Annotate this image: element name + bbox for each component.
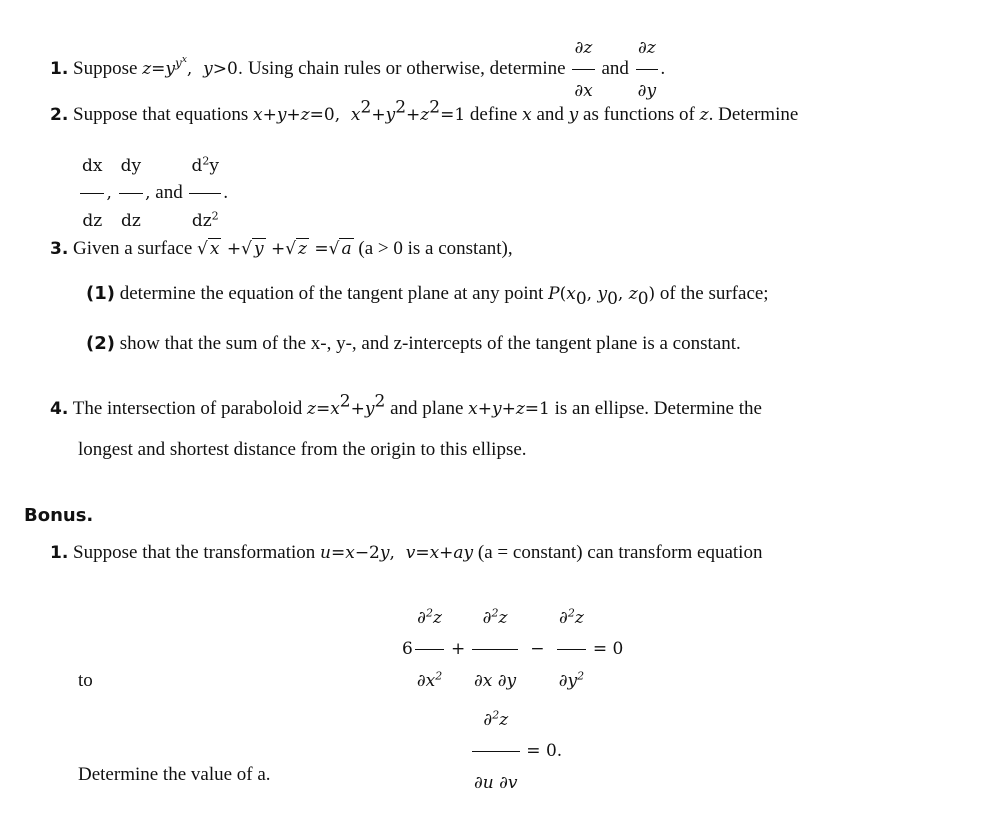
math-expression: x+y+z [253, 105, 310, 125]
partial-z-y-fraction: $\frac{\partial z}{\partial y}$ [636, 28, 658, 111]
problem-text: and [536, 104, 564, 125]
problem-text: The intersection of paraboloid [72, 398, 303, 419]
math-expression: z [142, 58, 152, 79]
problem-text: (a = constant) [477, 542, 583, 563]
pde-equation: 6 $\frac{\partial^2z}{\partial x^2}$ + $\frac{\partial^2z}{\partial x \partial y}$ − $\frac{\partial^2z}{\partial y^2}$ = 0 [402, 588, 623, 648]
problem-3-part-2 [86, 329, 741, 359]
problem-text: Suppose that the transformation [73, 542, 316, 563]
part-text: show that the sum of the x-, y-, and z-intercepts of the tangent plane is a constant. [119, 333, 741, 354]
problem-number: 1. [50, 543, 69, 563]
problem-3-part-1: (1) determine the equation of the tangent plane at any point $P(x_0$, $y_0$, $z_0$) of the surface; [86, 283, 769, 309]
problem-1: 1. Suppose $z=y^{y^x}$, y>0. Using chain rules or otherwise, determine $\frac{\partial z}{\partial x}$ and $\frac{\partial z}{\partial y}$ . [50, 28, 665, 68]
transformed-equation: $\frac{\partial^2z}{\partial u \partial v}$ = 0. [470, 690, 562, 750]
dy-dz-fraction: $\frac{dy}{dz}$ [119, 140, 144, 247]
dx-dz-fraction: $\frac{dx}{dz}$ [80, 140, 104, 247]
surface-equation: √ x +√ y +√ z =√ a [197, 239, 352, 259]
to-label: to [78, 670, 93, 691]
problem-number: 4. [50, 399, 69, 419]
problem-text: Given a surface [73, 238, 193, 259]
problem-text: define [469, 104, 518, 125]
problem-4-line2 [78, 435, 527, 465]
problem-3 [50, 234, 513, 264]
problem-text: can transform equation [587, 542, 763, 563]
problem-text: Suppose that equations [73, 104, 249, 125]
problem-number: 2. [50, 105, 69, 125]
problem-text: and [155, 181, 183, 203]
part-label: (2) [86, 333, 115, 354]
problem-text: longest and shortest distance from the origin to this ellipse. [78, 439, 527, 460]
problem-text: and plane [390, 398, 464, 419]
problem-text: Determine [718, 104, 799, 125]
problem-number: 3. [50, 239, 69, 259]
problem-text: Suppose [73, 57, 138, 79]
problem-text: and [601, 57, 629, 79]
problem-4: 4. The intersection of paraboloid $z=x^2+y^2$ and plane x+y+z=1 is an ellipse. Determine the [50, 391, 762, 419]
problem-text: Using chain rules or otherwise, determine [247, 57, 566, 79]
problem-text: as functions of [583, 104, 695, 125]
problem-2: 2. Suppose that equations x+y+z=0, $x^2+y^2+z^2=1$ define x and y as functions of z. Determine [50, 97, 799, 125]
problem-number: 1. [50, 58, 69, 79]
d2y-dz2-fraction: $\frac{d^2y}{dz^2}$ [189, 140, 221, 247]
part-text: of the surface; [659, 283, 769, 304]
problem-2-line2: $\frac{dx}{dz}$ , $\frac{dy}{dz}$ , and $\frac{d^2y}{dz^2}$ . [78, 140, 228, 192]
problem-text: is an ellipse. Determine the [554, 398, 762, 419]
bonus-problem-1: 1. Suppose that the transformation u=x−2y, v=x+ay (a = constant) can transform equation [50, 542, 763, 563]
part-text: determine the equation of the tangent plane at any point [119, 283, 544, 304]
bonus-heading: Bonus. [24, 505, 94, 526]
problem-text: (a > 0 is a constant), [358, 238, 513, 259]
partial-z-x-fraction: $\frac{\partial z}{\partial x}$ [572, 28, 594, 111]
part-label: (1) [86, 283, 115, 304]
bonus-final: Determine the value of a. [78, 764, 271, 785]
